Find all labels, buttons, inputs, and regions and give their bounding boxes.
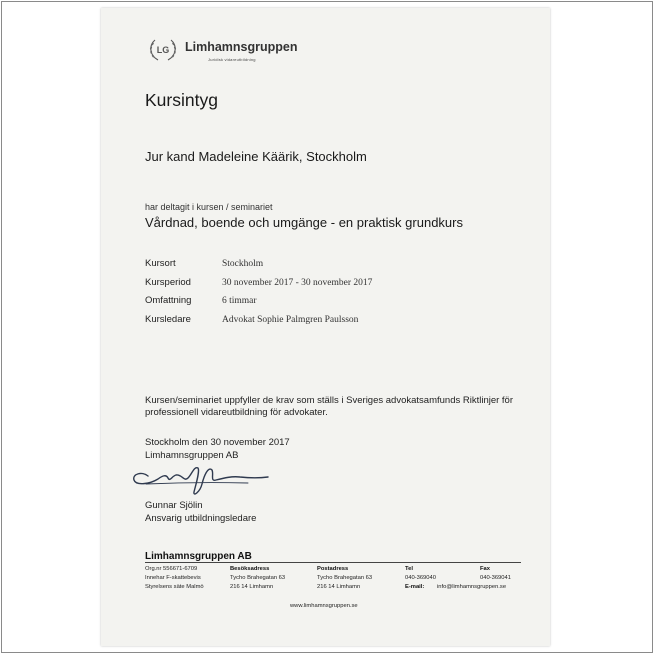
phone-label: Tel [405,566,413,572]
place-date: Stockholm den 30 november 2017 [145,437,290,448]
email-label: E-mail: [405,584,425,590]
signer-role: Ansvarig utbildningsledare [145,513,257,524]
detail-label: Kursledare [145,314,191,325]
logo-name: Limhamnsgruppen [185,40,298,54]
visit-address-street: Tycho Brahegatan 63 [230,575,286,581]
footer-fax [480,565,511,583]
signer-name: Gunnar Sjölin [145,500,203,511]
visit-address-city: 216 14 Limhamn [230,584,274,590]
handwritten-signature [128,462,273,500]
accreditation-statement: Kursen/seminariet uppfyller de krav som ställs i Sveriges advokatsamfunds Riktlinjer för professionell vidareutbildning för advokater. [145,395,514,418]
footer-postal-address [317,565,372,592]
detail-label: Kursort [145,258,176,269]
issuing-company: Limhamnsgruppen AB [145,450,239,461]
email-address[interactable]: info@limhamnsgruppen.se [437,584,507,590]
detail-label: Kursperiod [145,277,191,288]
visit-address-heading: Besöksadress [230,566,270,572]
laurel-logo-icon [146,37,180,63]
footer-divider [145,562,521,563]
logo-tagline: Juridisk vidareutbildning [208,57,256,62]
postal-address-city: 216 14 Limhamn [317,584,361,590]
postal-address-heading: Postadress [317,566,349,572]
logo-monogram: LG [156,45,170,55]
fax-number: 040-369041 [480,575,511,581]
board-seat: Styrelsens säte Malmö [145,584,204,590]
footer-visit-address [230,565,285,592]
tax-note: Innehar F-skattebevis [145,575,201,581]
document-title: Kursintyg [145,90,218,110]
footer-phone [405,565,436,592]
detail-label: Omfattning [145,295,192,306]
course-name: Vårdnad, boende och umgänge - en praktisk grundkurs [145,215,463,230]
org-number: Org.nr 556671-6709 [145,566,198,572]
footer-company: Limhamnsgruppen AB [145,551,252,562]
footer-org-block [145,565,204,592]
fax-label: Fax [480,566,490,572]
detail-value: Advokat Sophie Palmgren Paulsson [222,315,359,325]
detail-value: Stockholm [222,259,264,269]
phone-number: 040-369040 [405,575,436,581]
website-link[interactable]: www.limhamnsgruppen.se [290,603,358,609]
postal-address-street: Tycho Brahegatan 63 [317,575,373,581]
intro-text: har deltagit i kursen / seminariet [145,202,273,212]
participant-name: Jur kand Madeleine Käärik, Stockholm [145,149,367,164]
detail-value: 30 november 2017 - 30 november 2017 [222,278,373,288]
detail-value: 6 timmar [222,296,257,306]
